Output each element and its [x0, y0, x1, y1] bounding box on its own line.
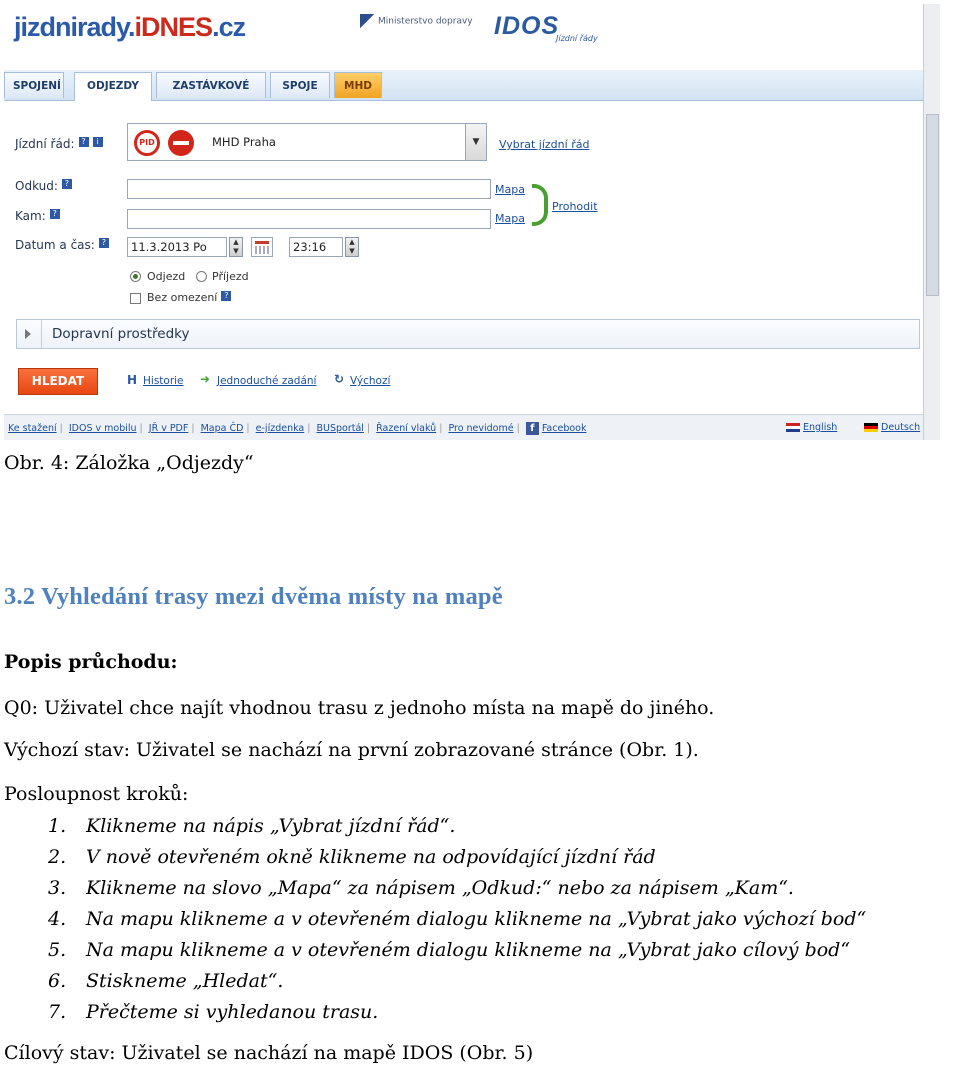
transport-panel-title: Dopravní prostředky — [52, 326, 190, 342]
footer-link-mobile[interactable]: IDOS v mobilu — [68, 423, 137, 434]
scrollbar[interactable] — [923, 4, 940, 440]
simple-entry-link[interactable]: Jednoduché zadání — [217, 375, 317, 387]
ministry-icon — [360, 14, 374, 28]
search-button[interactable]: HLEDAT — [18, 368, 98, 395]
idos-subtitle: Jízdní řády — [556, 34, 598, 43]
from-map-link[interactable]: Mapa — [495, 183, 525, 196]
timetable-value: MHD Praha — [212, 135, 276, 149]
help-icon[interactable]: ? — [79, 137, 89, 147]
start-state-text: Výchozí stav: Uživatel se nachází na první zobrazované stránce (Obr. 1). — [4, 739, 699, 761]
footer-link-blind[interactable]: Pro nevidomé — [448, 423, 514, 434]
history-link[interactable]: Historie — [143, 375, 184, 387]
tab-mhd[interactable]: MHD — [334, 72, 382, 98]
no-limit-checkbox[interactable] — [130, 293, 141, 304]
idos-logo[interactable]: IDOS — [494, 12, 560, 40]
prague-transport-icon — [168, 130, 194, 156]
default-link[interactable]: Výchozí — [350, 375, 391, 387]
expand-icon — [25, 329, 31, 339]
footer-links: Ke stažení | IDOS v mobilu | JŘ v PDF | Mapa ČD | e-jízdenka | BUSportál | Řazení vlaků | Pro nevidomé | f Facebook English Deutsch — [4, 414, 924, 440]
footer-link-facebook[interactable]: Facebook — [541, 423, 587, 434]
main-tabs — [4, 70, 940, 101]
step-item: 3. Klikneme na slovo „Mapa“ za nápisem „Odkud:“ nebo za nápisem „Kam“. — [48, 877, 794, 899]
arrival-label: Příjezd — [212, 270, 249, 283]
time-stepper[interactable]: ▲ ▼ — [345, 237, 359, 257]
steps-heading: Posloupnost kroků: — [4, 783, 189, 805]
tab-spoje[interactable]: SPOJE — [270, 72, 330, 98]
uk-flag-icon — [786, 423, 800, 432]
chevron-down-icon[interactable]: ▼ — [465, 124, 486, 160]
help-icon[interactable]: ? — [50, 209, 60, 219]
choose-timetable-link[interactable]: Vybrat jízdní řád — [499, 138, 590, 151]
english-link[interactable]: English — [786, 422, 837, 433]
reset-icon: ↻ — [334, 372, 345, 386]
facebook-icon: f — [526, 422, 539, 435]
footer-link-train-composition[interactable]: Řazení vlaků — [376, 423, 437, 434]
calendar-icon[interactable] — [251, 237, 273, 257]
q0-text: Q0: Uživatel chce najít vhodnou trasu z jednoho místa na mapě do jiného. — [4, 697, 715, 719]
timetable-label: Jízdní řád: ? i — [15, 137, 103, 151]
tab-spojeni[interactable]: SPOJENÍ — [4, 72, 64, 98]
german-link[interactable]: Deutsch — [864, 422, 920, 433]
no-limit-label: Bez omezení ? — [147, 291, 231, 304]
pid-logo: PID — [134, 130, 160, 156]
step-item: 2. V nově otevřeném okně klikneme na odpovídající jízdní řád — [48, 846, 656, 868]
help-icon[interactable]: ? — [99, 238, 109, 248]
departure-radio[interactable] — [130, 271, 141, 282]
subheading: Popis průchodu: — [4, 651, 178, 673]
step-item: 1. Klikneme na nápis „Vybrat jízdní řád“. — [48, 815, 456, 837]
figure-caption: Obr. 4: Záložka „Odjezdy“ — [4, 452, 254, 474]
site-logo[interactable]: jizdnirady.iDNES.cz — [14, 12, 246, 42]
idos-screenshot — [4, 4, 940, 440]
section-heading: 3.2 Vyhledání trasy mezi dvěma místy na mapě — [4, 583, 503, 610]
ministry-logo: Ministerstvo dopravy — [360, 14, 473, 28]
transport-panel[interactable] — [16, 319, 920, 349]
info-icon[interactable]: i — [93, 137, 103, 147]
help-icon[interactable]: ? — [221, 291, 231, 301]
footer-link-busportal[interactable]: BUSportál — [316, 423, 364, 434]
footer-link-eticket[interactable]: e-jízdenka — [255, 423, 305, 434]
step-item: 5. Na mapu klikneme a v otevřeném dialogu klikneme na „Vybrat jako cílový bod“ — [48, 939, 851, 961]
from-label: Odkud: ? — [15, 179, 72, 193]
to-map-link[interactable]: Mapa — [495, 212, 525, 225]
step-item: 4. Na mapu klikneme a v otevřeném dialogu klikneme na „Vybrat jako výchozí bod“ — [48, 908, 867, 930]
footer-link-download[interactable]: Ke stažení — [8, 423, 57, 434]
tab-odjezdy[interactable]: ODJEZDY — [74, 72, 152, 101]
scrollbar-thumb[interactable] — [926, 114, 939, 296]
step-item: 7. Přečteme si vyhledanou trasu. — [48, 1001, 379, 1023]
step-item: 6. Stiskneme „Hledat“. — [48, 970, 284, 992]
site-header — [4, 4, 940, 70]
timetable-select[interactable] — [127, 123, 487, 161]
departure-label: Odjezd — [147, 270, 186, 283]
help-icon[interactable]: ? — [62, 179, 72, 189]
swap-link[interactable]: Prohodit — [552, 200, 598, 213]
from-input[interactable] — [127, 179, 491, 199]
date-stepper[interactable]: ▲ ▼ — [229, 237, 243, 257]
history-icon: H — [127, 373, 138, 387]
time-input[interactable]: 23:16 — [289, 237, 343, 257]
footer-link-pdf[interactable]: JŘ v PDF — [148, 423, 189, 434]
german-flag-icon — [864, 423, 878, 432]
footer-link-cd-map[interactable]: Mapa ČD — [200, 423, 244, 434]
arrival-radio[interactable] — [196, 271, 207, 282]
swap-arrow-icon[interactable] — [532, 184, 548, 226]
to-input[interactable] — [127, 209, 491, 229]
arrow-right-icon: ➜ — [200, 372, 211, 386]
to-label: Kam: ? — [15, 209, 60, 223]
goal-state-text: Cílový stav: Uživatel se nachází na mapě IDOS (Obr. 5) — [4, 1042, 534, 1064]
date-input[interactable]: 11.3.2013 Po — [127, 237, 227, 257]
tab-zastavkove-jr[interactable]: ZASTÁVKOVÉ — [156, 72, 266, 98]
datetime-label: Datum a čas: ? — [15, 238, 109, 252]
search-form — [4, 101, 924, 411]
